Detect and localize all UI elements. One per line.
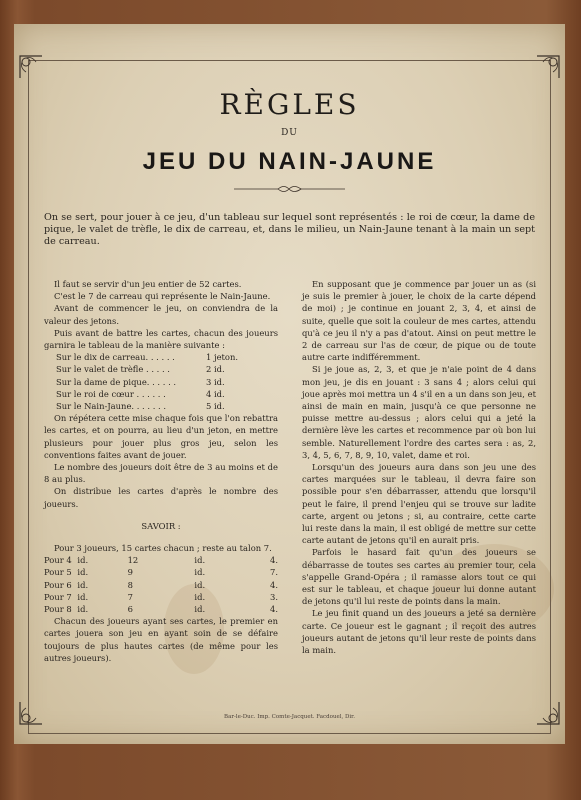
- deal-id: id.: [77, 567, 89, 578]
- deal-id: id.: [194, 555, 206, 566]
- rule-paragraph: C'est le 7 de carreau qui représente le Nain-Jaune.: [54, 291, 271, 302]
- rules-sheet: [14, 24, 565, 744]
- stake-value: 4 id.: [206, 388, 225, 399]
- deal-id: id.: [194, 567, 206, 578]
- rule-paragraph: Si je joue as, 2, 3, et que je n'aie point de 4 dans mon jeu, je dis en jouant : 3 sans 4 ; alors celui qui joue après moi mettra un 4 s'il en a un dans son jeu, et ainsi de main en main, jusqu'à ce que personne ne puisse mettre au-dessus ; alors celui qui a jeté la dernière lève les cartes et recommence par où bon lui semble. Naturellement l'ordre des cartes sera : as, 2, 3, 4, 5, 6, 7, 8, 9, 10, valet, dame et roi.: [302, 364, 536, 460]
- stake-label: Sur le roi de cœur . . . . . .: [56, 388, 166, 399]
- stake-label: Sur le dix de carreau. . . . . .: [56, 352, 175, 363]
- savoir-first-line: Pour 3 joueurs, 15 cartes chacun ; reste au talon 7.: [54, 543, 272, 554]
- deal-id: id.: [77, 591, 89, 602]
- corner-ornament-icon: [18, 700, 44, 726]
- title-du: DU: [281, 128, 298, 138]
- stake-row: [44, 400, 278, 412]
- deal-talon: 3.: [269, 591, 278, 602]
- stake-row: [44, 363, 278, 375]
- deal-talon: 4.: [269, 579, 278, 590]
- stake-row: [44, 351, 278, 363]
- deal-row: [44, 566, 278, 578]
- deal-cards: 9: [127, 567, 133, 578]
- deal-row: [44, 591, 278, 603]
- stake-value: 5 id.: [206, 401, 225, 412]
- savoir-heading: SAVOIR :: [141, 520, 181, 531]
- corner-ornament-icon: [535, 54, 561, 80]
- rule-paragraph: Parfois le hasard fait qu'un des joueurs se débarrasse de toutes ses cartes au premier tour, cela s'appelle Grand-Opéra ; il ramasse alors tout ce qui est sur le tableau, et chaque joueur lui donne autant de jetons qu'il lui reste de points dans la main.: [302, 547, 536, 607]
- deal-row: [44, 603, 278, 615]
- right-column: [302, 278, 536, 656]
- deal-players: Pour 8: [44, 604, 72, 615]
- stake-label: Sur le Nain-Jaune. . . . . . .: [56, 401, 167, 412]
- stake-value: 1 jeton.: [206, 352, 239, 363]
- rule-paragraph: Chacun des joueurs ayant ses cartes, le premier en cartes jouera son jeu en ayant soin de se défaire toujours de plus hautes cartes (de même pour les autres joueurs).: [44, 616, 278, 663]
- rule-paragraph: Lorsqu'un des joueurs aura dans son jeu une des cartes marquées sur le tableau, il devra faire son possible pour s'en débarrasser, attendu que lorsqu'il peut le faire, il prend l'enjeu qui se trouve sur ladite carte, argent ou jetons ; si, au contraire, cette carte lui reste dans la main, il est obligé de mettre sur cette carte autant de jetons qu'il en aurait pris.: [302, 462, 536, 546]
- deal-id: id.: [194, 604, 206, 615]
- stake-label: Sur la dame de pique. . . . . .: [56, 376, 177, 387]
- left-column: [44, 278, 278, 664]
- deal-id: id.: [77, 579, 89, 590]
- deal-talon: 4.: [269, 555, 278, 566]
- stake-row: [44, 388, 278, 400]
- deal-id: id.: [194, 579, 206, 590]
- deal-cards: 6: [127, 604, 133, 615]
- title-game: JEU DU NAIN-JAUNE: [142, 148, 437, 175]
- title-regles: RÈGLES: [219, 88, 360, 121]
- corner-ornament-icon: [18, 54, 44, 80]
- deal-cards: 8: [127, 579, 133, 590]
- intro-paragraph: On se sert, pour jouer à ce jeu, d'un tableau sur lequel sont représentés : le roi de cœur, la dame de pique, le valet de trèfle, le dix de carreau, et, dans le milieu, un Nain-Jaune tenant à la main un sept de carreau.: [44, 212, 535, 247]
- deal-players: Pour 6: [44, 579, 72, 590]
- stake-row: [44, 376, 278, 388]
- deal-row: [44, 579, 278, 591]
- corner-ornament-icon: [535, 700, 561, 726]
- deal-cards: 12: [127, 555, 139, 566]
- stake-label: Sur le valet de trèfle . . . . .: [56, 364, 170, 375]
- rule-paragraph: Le jeu finit quand un des joueurs a jeté sa dernière carte. Ce joueur est le gagnant ; il reçoit des autres joueurs autant de jetons qu'il leur reste de points dans la main.: [302, 608, 536, 656]
- deal-players: Pour 7: [44, 591, 72, 602]
- deal-id: id.: [77, 604, 89, 615]
- printer-imprint: Bar-le-Duc. Imp. Comte-Jacquet. Facdouel, Dir.: [224, 714, 355, 720]
- rule-paragraph: En supposant que je commence par jouer un as (si je suis le premier à jouer, le choix de la carte dépend de moi) ; je continue en jouant 2, 3, 4, et ainsi de suite, quelle que soit la couleur de mes cartes, attendu qu'à ce jeu il n'y a pas d'atout. Ainsi on peut mettre le 2 de carreau sur l'as de cœur, de pique ou de toute autre carte indifféremment.: [302, 279, 536, 363]
- deal-cards: 7: [127, 591, 133, 602]
- rule-paragraph: Puis avant de battre les cartes, chacun des joueurs garnira le tableau de la manière suivante :: [44, 327, 278, 351]
- stake-value: 2 id.: [206, 364, 225, 375]
- deal-id: id.: [77, 555, 89, 566]
- deal-talon: 4.: [269, 604, 278, 615]
- deal-players: Pour 5: [44, 567, 72, 578]
- deal-talon: 7.: [269, 567, 278, 578]
- stake-value: 3 id.: [206, 376, 225, 387]
- deal-players: Pour 4: [44, 555, 72, 566]
- rule-paragraph: Avant de commencer le jeu, on conviendra de la valeur des jetons.: [44, 303, 278, 326]
- rule-paragraph: On répétera cette mise chaque fois que l'on rebattra les cartes, et on pourra, au lieu d'un jeton, en mettre plusieurs pour jouer plus gros jeu, selon les conventions faites avant de jouer.: [44, 413, 278, 460]
- rule-paragraph: Il faut se servir d'un jeu entier de 52 cartes.: [54, 279, 242, 289]
- deal-id: id.: [194, 591, 206, 602]
- divider-ornament-icon: [234, 184, 345, 194]
- deal-row: [44, 554, 278, 566]
- rule-paragraph: Le nombre des joueurs doit être de 3 au moins et de 8 au plus.: [44, 462, 278, 485]
- rule-paragraph: On distribue les cartes d'après le nombre des joueurs.: [44, 486, 278, 509]
